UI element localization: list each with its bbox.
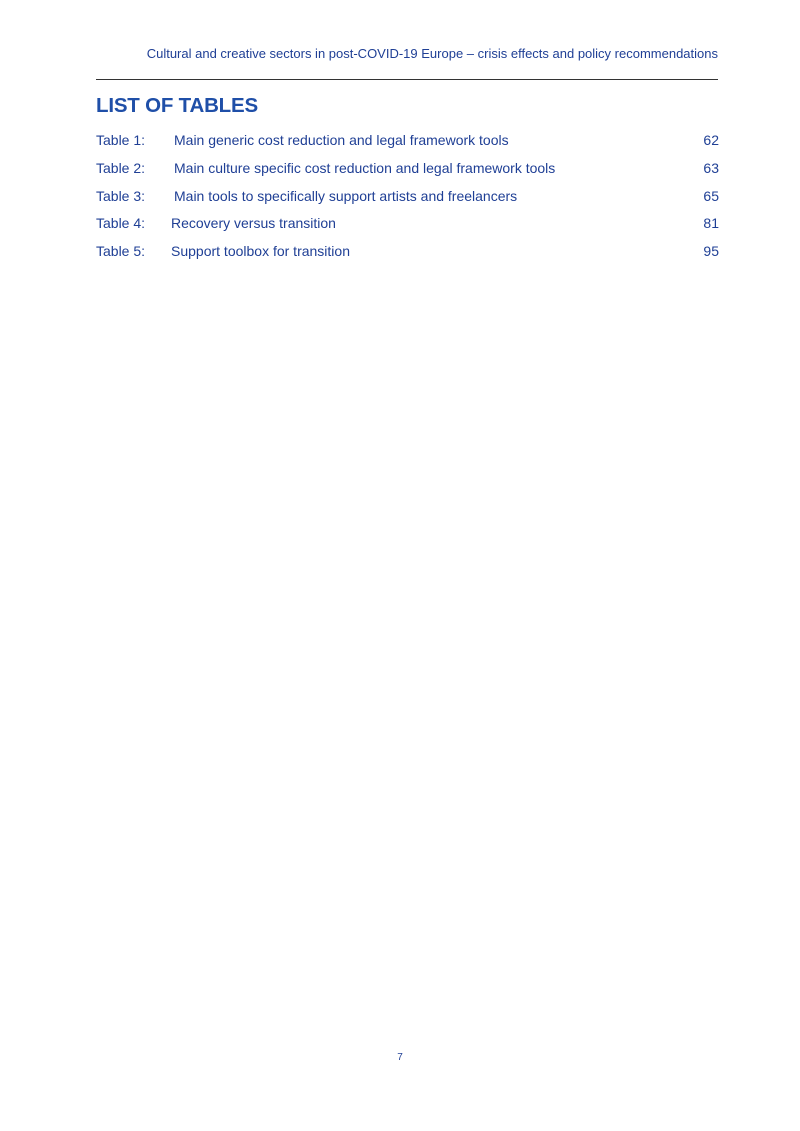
toc-entry-title: Support toolbox for transition [171,243,350,260]
toc-entry-label: Table 1: [96,132,146,148]
toc-entry-label: Table 5: [96,243,146,260]
toc-entry-page: 81 [703,215,719,232]
toc-entry-label: Table 4: [96,215,146,232]
toc-entry-title: Recovery versus transition [171,215,336,232]
toc-entry-title: Main generic cost reduction and legal framework tools [174,132,509,148]
toc-entry-page: 62 [703,132,719,148]
toc-entry-page: 65 [703,187,719,204]
toc-entry-table-1[interactable] [96,127,719,155]
toc-entry-label: Table 3: [96,187,146,204]
toc-entry-page: 95 [703,243,719,260]
page-title: LIST OF TABLES [96,94,258,117]
toc-entry-page: 63 [703,159,719,176]
toc-entry-label: Table 2: [96,159,146,176]
toc-entry-title: Main tools to specifically support artists and freelancers [174,187,518,204]
toc-entry-title: Main culture specific cost reduction and legal framework tools [174,159,556,176]
running-header: Cultural and creative sectors in post-COVID-19 Europe – crisis effects and policy recommendations [146,46,718,61]
header-divider [96,79,718,80]
toc-entry-table-2[interactable] [96,155,719,183]
page-number: 7 [397,1052,403,1063]
toc-entry-table-3[interactable] [96,183,719,211]
toc-entry-table-5[interactable] [96,238,719,266]
list-of-tables [96,127,719,266]
toc-entry-table-4[interactable] [96,210,719,238]
